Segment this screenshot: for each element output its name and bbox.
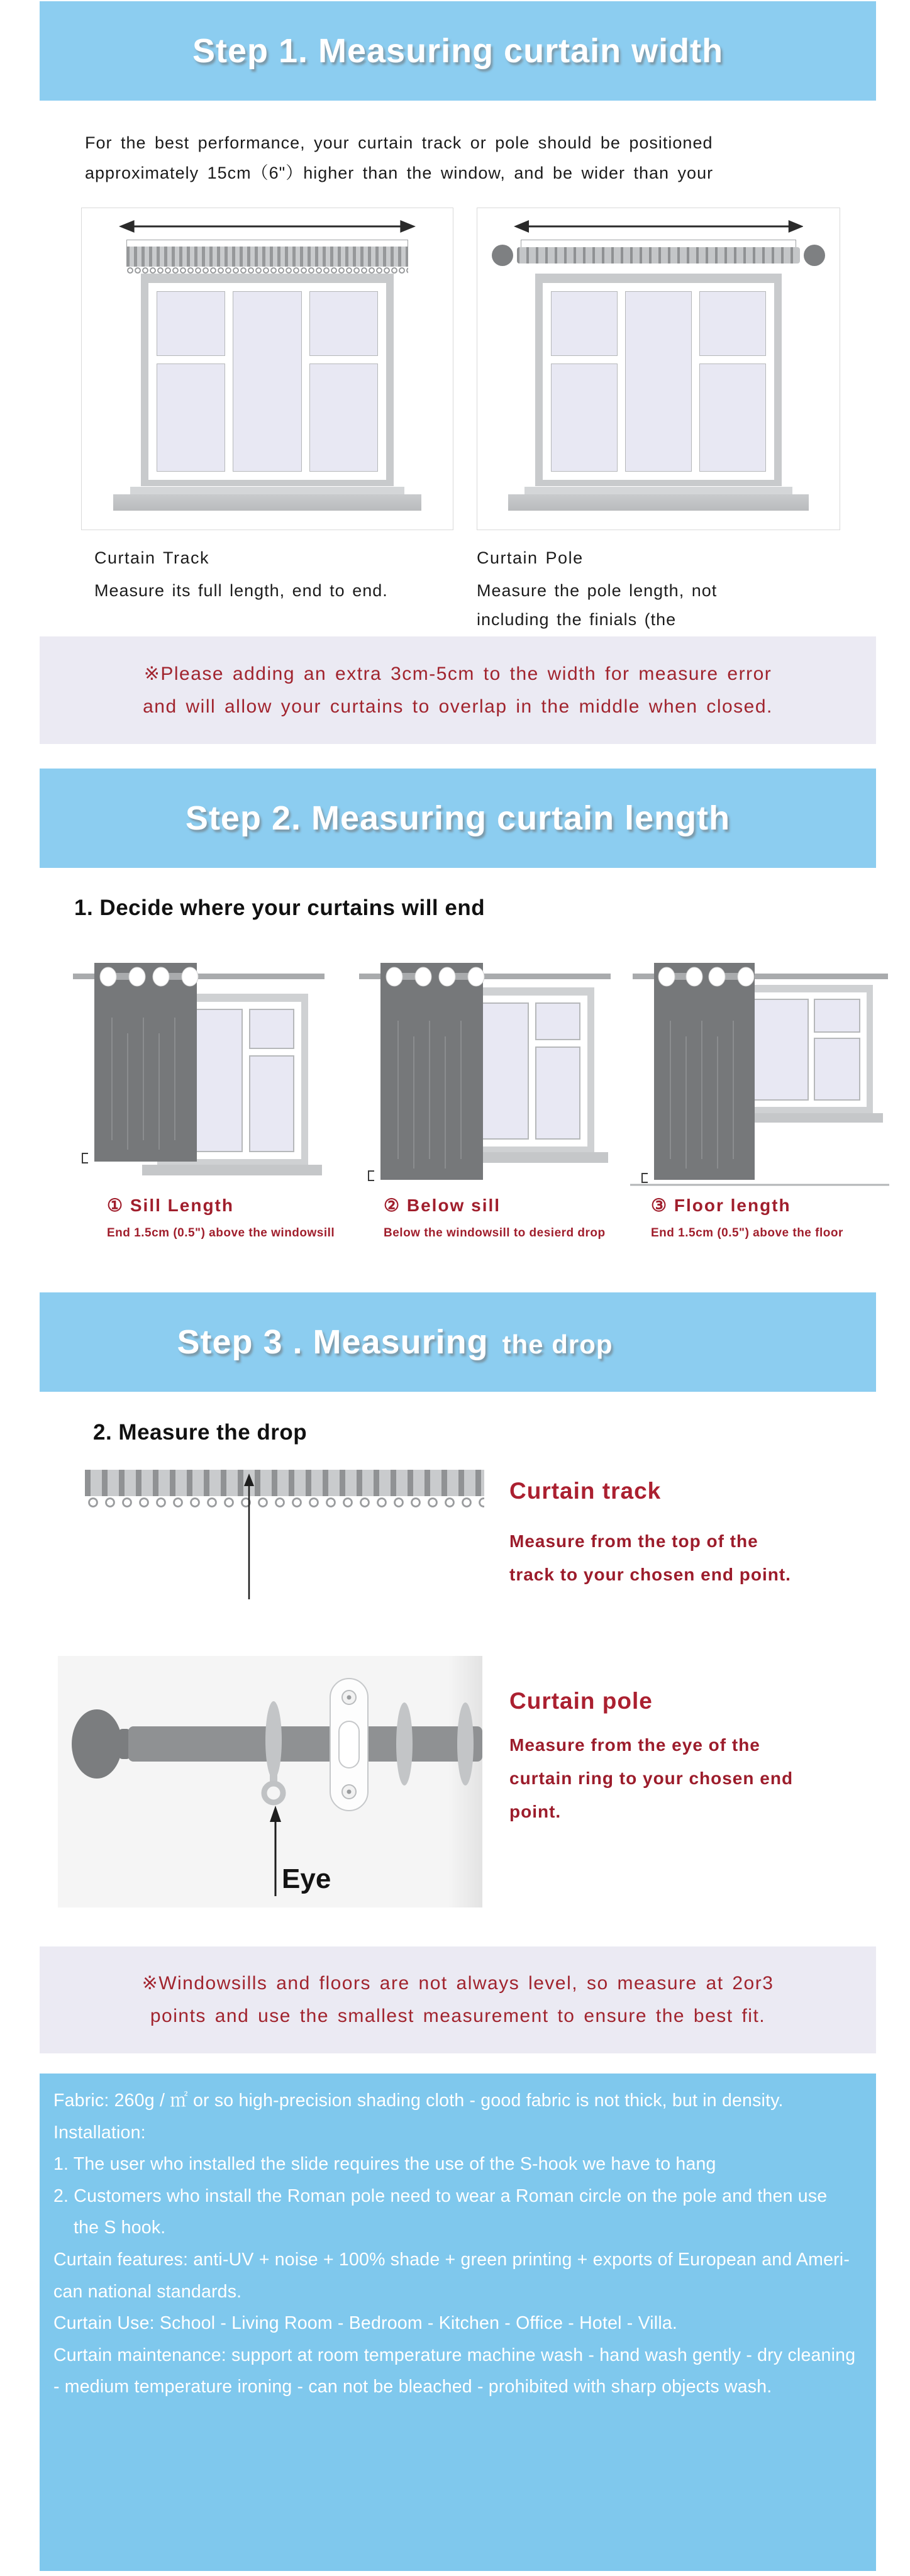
sill-length-graphic (63, 955, 333, 1191)
window-frame (148, 283, 386, 480)
floor-length-graphic (623, 955, 893, 1191)
curtain-track-icon (126, 247, 408, 267)
width-arrow-icon (119, 218, 416, 235)
finial-icon (492, 245, 513, 266)
window-sill (130, 487, 405, 494)
window-pane (157, 364, 225, 472)
finial-icon (804, 245, 825, 266)
window-pane (551, 291, 618, 356)
curtain-track-icon (85, 1470, 484, 1496)
step1-title: Step 1. Measuring curtain width (192, 32, 724, 70)
window-pane (309, 364, 378, 472)
pole-instruction-line1: Measure from the eye of the (509, 1735, 760, 1755)
info-fabric: Fabric: 260g / ㎡ or so high-precision shading cloth - good fabric is not thick, but in density. (53, 2090, 784, 2111)
sill-length-label: ① Sill Length (107, 1196, 234, 1215)
info-maintenance-line1: Curtain maintenance: support at room temperature machine wash - hand wash gently - dry cleaning (53, 2345, 856, 2365)
track-heading: Curtain track (509, 1478, 662, 1504)
eye-label: Eye (282, 1863, 331, 1894)
window-pane (699, 364, 766, 472)
info-use: Curtain Use: School - Living Room - Bedroom - Kitchen - Office - Hotel - Villa. (53, 2313, 678, 2334)
pole-measure-outline (521, 240, 796, 247)
width-note-line1: ※Please adding an extra 3cm-5cm to the width for measure error (143, 663, 772, 684)
pole-heading: Curtain pole (509, 1688, 653, 1714)
info-installation: Installation: (53, 2122, 146, 2143)
info-install-step2: 2. Customers who install the Roman pole need to wear a Roman circle on the pole and then use (53, 2185, 828, 2206)
window-pane (157, 291, 225, 356)
step3-title-main: Step 3 . Measuring (177, 1323, 489, 1361)
step3-title-small: the drop (502, 1330, 613, 1359)
length-option-below-sill (349, 955, 619, 1240)
curtain-pole-icon (517, 247, 799, 264)
track-instruction-line2: track to your chosen end point. (509, 1565, 791, 1584)
width-note-box (40, 636, 876, 744)
length-option-floor (623, 955, 893, 1240)
below-sill-label: ② Below sill (384, 1196, 501, 1215)
below-sill-graphic (349, 955, 619, 1191)
info-install-step2b: the S hook. (74, 2218, 166, 2238)
window-pane (309, 291, 378, 356)
window-pane (625, 291, 692, 472)
floor-length-label: ③ Floor length (651, 1196, 791, 1215)
window-pane (233, 291, 301, 472)
window-sill (524, 487, 792, 494)
pole-caption-title: Curtain Pole (477, 548, 584, 567)
level-note-line2: points and use the smallest measurement to ensure the best fit. (150, 2006, 766, 2026)
step1-intro-line2: approximately 15cm（6"）higher than the window, and be wider than your (85, 164, 714, 182)
product-info-box (40, 2074, 876, 2571)
step2-title: Step 2. Measuring curtain length (185, 799, 731, 837)
level-note-line1: ※Windowsills and floors are not always level, so measure at 2or3 (141, 1973, 774, 1994)
pole-caption-line2: including the finials (the (477, 610, 677, 629)
info-features-line1: Curtain features: anti-UV + noise + 100% shade + green printing + exports of European and Ameri- (53, 2249, 850, 2270)
window-graphic (141, 274, 393, 486)
floor-length-desc: End 1.5cm (0.5") above the floor (651, 1226, 843, 1240)
info-maintenance-line2: - medium temperature ironing - can not be bleached - prohibited with sharp objects wash. (53, 2377, 772, 2397)
window-graphic (535, 274, 782, 486)
window-frame (543, 283, 774, 480)
sill-length-desc: End 1.5cm (0.5") above the windowsill (107, 1226, 335, 1240)
drop-pole-graphic (58, 1656, 482, 1907)
step1-header-banner (40, 1, 876, 101)
track-hooks-row (85, 1496, 484, 1510)
window-pane (699, 291, 766, 356)
up-arrow-icon (242, 1474, 256, 1599)
window-sill-base (508, 494, 809, 511)
pole-caption-line1: Measure the pole length, not (477, 581, 718, 600)
step3-subtitle: 2. Measure the drop (93, 1420, 308, 1445)
curtain-track-diagram (81, 208, 453, 530)
track-caption-title: Curtain Track (94, 548, 210, 567)
info-features-line2: can national standards. (53, 2281, 242, 2302)
step3-header-banner (40, 1292, 876, 1392)
step1-intro-line1: For the best performance, your curtain track or pole should be positioned (85, 133, 713, 152)
width-note-line2: and will allow your curtains to overlap in the middle when closed. (143, 696, 773, 717)
curtain-pole-icon (58, 1656, 482, 1907)
pole-instruction-line2: curtain ring to your chosen end (509, 1768, 794, 1788)
window-sill-base (113, 494, 421, 511)
pole-instruction-line3: point. (509, 1802, 562, 1821)
step3-title (177, 1323, 613, 1362)
track-instruction-line1: Measure from the top of the (509, 1531, 758, 1551)
step2-subtitle: 1. Decide where your curtains will end (74, 896, 486, 920)
below-sill-desc: Below the windowsill to desierd drop (384, 1226, 606, 1240)
width-arrow-icon (514, 218, 804, 235)
step2-header-banner (40, 769, 876, 868)
level-note-box (40, 1946, 876, 2053)
curtain-pole-diagram (477, 208, 840, 530)
drop-track-graphic (85, 1470, 484, 1510)
info-install-step1: 1. The user who installed the slide requires the use of the S-hook we have to hang (53, 2154, 716, 2175)
length-option-sill (63, 955, 335, 1240)
track-caption-body: Measure its full length, end to end. (94, 581, 388, 600)
window-pane (551, 364, 618, 472)
